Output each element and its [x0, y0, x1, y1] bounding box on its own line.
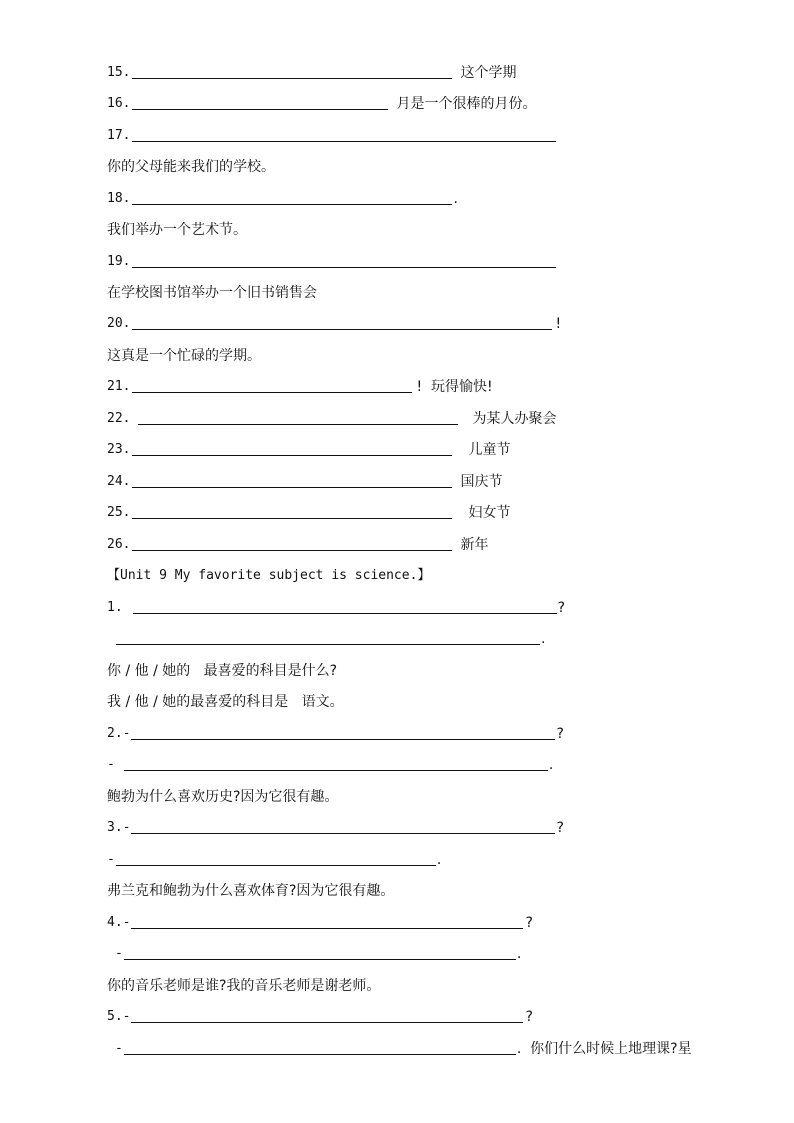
answer-blank[interactable] [132, 125, 556, 142]
item-17-translation: 你的父母能来我们的学校。 [107, 159, 275, 175]
answer-blank[interactable] [131, 723, 555, 740]
q3-translation: 弗兰克和鲍勃为什么喜欢体育?因为它很有趣。 [107, 883, 395, 899]
q5-answer: - . 你们什么时候上地理课?星 [107, 1036, 692, 1058]
item-22: 22. 为某人办聚会 [107, 406, 556, 428]
answer-blank[interactable] [132, 62, 452, 79]
answer-blank[interactable] [116, 628, 540, 645]
answer-blank[interactable] [131, 912, 523, 929]
unit-heading: 【Unit 9 My favorite subject is science.】 [107, 568, 431, 583]
q2-answer: - . [107, 752, 553, 774]
item-18: 18. . [107, 186, 458, 208]
item-19-translation: 在学校图书馆举办一个旧书销售会 [107, 285, 317, 301]
item-15: 15. 这个学期 [107, 60, 516, 82]
item-20: 20. ! [107, 311, 561, 333]
answer-blank[interactable] [132, 93, 388, 110]
item-21: 21. ! 玩得愉快! [107, 374, 493, 396]
q2-translation: 鲍勃为什么喜欢历史?因为它很有趣。 [107, 789, 339, 805]
q1-question: 1. ? [107, 595, 565, 617]
item-20-translation: 这真是一个忙碌的学期。 [107, 348, 261, 364]
q1-translation-a: 你 / 他 / 她的 最喜爱的科目是什么? [107, 663, 338, 679]
answer-blank[interactable] [116, 849, 436, 866]
answer-blank[interactable] [124, 754, 548, 771]
item-17: 17. [107, 123, 556, 145]
answer-blank[interactable] [124, 943, 516, 960]
q4-translation: 你的音乐老师是谁?我的音乐老师是谢老师。 [107, 978, 381, 994]
answer-blank[interactable] [132, 251, 556, 268]
item-18-translation: 我们举办一个艺术节。 [107, 222, 247, 238]
item-26: 26. 新年 [107, 532, 488, 554]
item-25: 25. 妇女节 [107, 500, 510, 522]
item-19: 19. [107, 249, 556, 271]
answer-blank[interactable] [138, 408, 458, 425]
q4-question: 4.- ? [107, 910, 533, 932]
item-24: 24. 国庆节 [107, 469, 502, 491]
answer-blank[interactable] [133, 597, 557, 614]
q3-question: 3.- ? [107, 815, 564, 837]
item-23: 23. 儿童节 [107, 437, 510, 459]
answer-blank[interactable] [132, 188, 452, 205]
q2-question: 2.- ? [107, 721, 564, 743]
answer-blank[interactable] [132, 502, 452, 519]
q5-question: 5.- ? [107, 1004, 533, 1026]
q1-answer: . [107, 626, 545, 648]
q4-answer: - . [107, 941, 521, 963]
answer-blank[interactable] [132, 439, 452, 456]
answer-blank[interactable] [131, 1006, 523, 1023]
answer-blank[interactable] [131, 817, 555, 834]
answer-blank[interactable] [132, 534, 452, 551]
answer-blank[interactable] [132, 376, 412, 393]
q1-translation-b: 我 / 他 / 她的最喜爱的科目是 语文。 [107, 694, 344, 710]
q3-answer: - . [107, 847, 441, 869]
answer-blank[interactable] [132, 313, 552, 330]
answer-blank[interactable] [132, 471, 452, 488]
item-16: 16. 月是一个很棒的月份。 [107, 91, 536, 113]
answer-blank[interactable] [124, 1038, 516, 1055]
